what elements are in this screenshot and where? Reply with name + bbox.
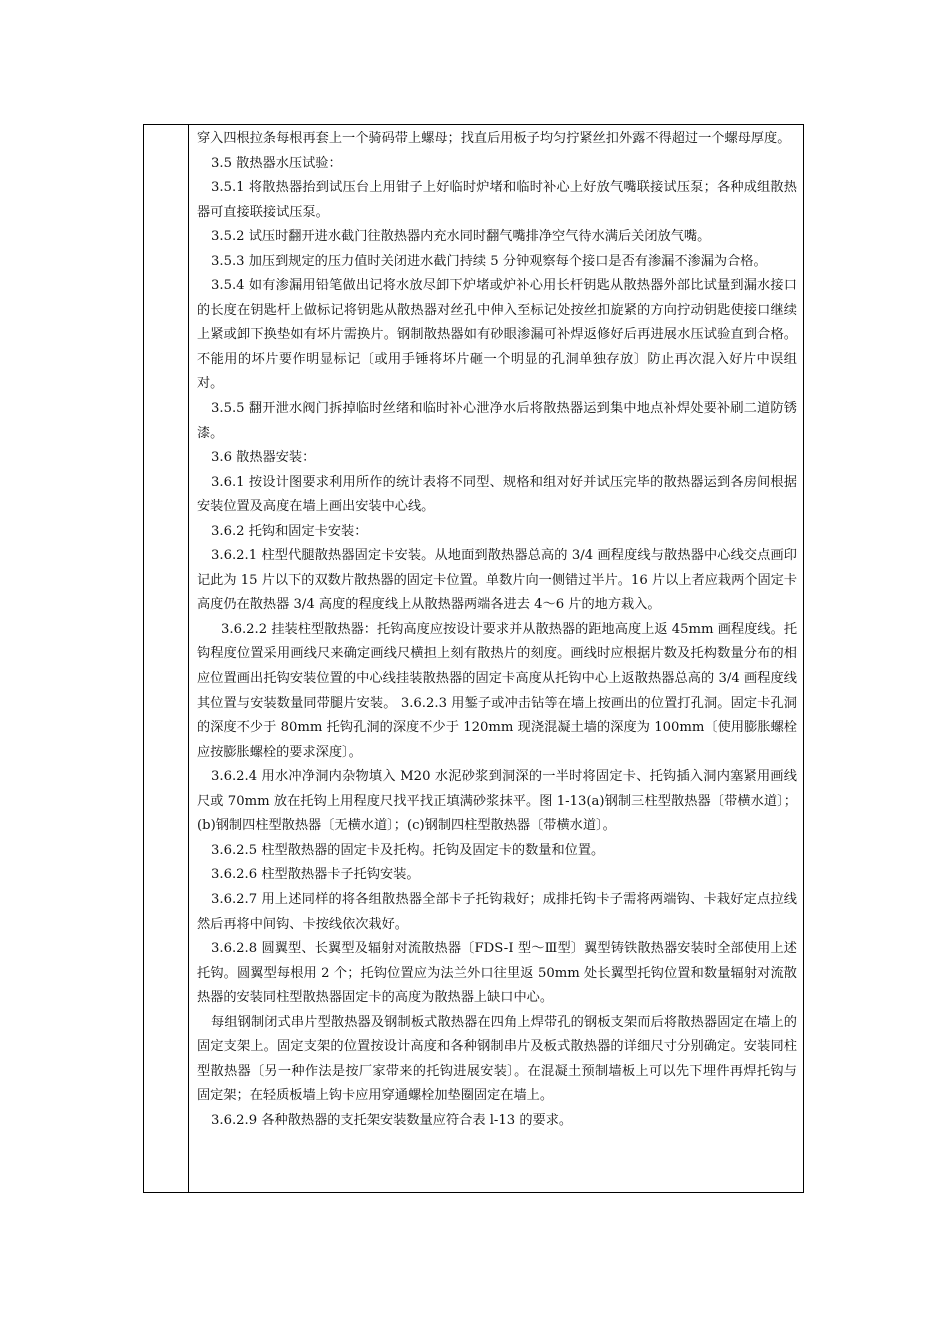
section-heading: 3.6.2 托钩和固定卡安装： — [211, 523, 368, 539]
paragraph: 3.6.1 按设计图要求利用所作的统计表将不同型、规格和组对好并试压完毕的散热器运到各房间根据安装位置及高度在墙上画出安装中心线。 — [197, 474, 797, 515]
paragraph: 3.6.2.6 柱型散热器卡子托钩安装。 — [211, 867, 420, 883]
paragraph: 3.6.2.4 用水冲净洞内杂物填入 M20 水泥砂浆到洞深的一半时将固定卡、托钩插入洞内塞紧用画线尺或 70mm 放在托钩上用程度尺找平找正填满砂浆抹平。图 1-13(a)钢制三柱型散热器〔带横水道〕；(b)钢制四柱型散热器〔无横水道〕；(c)钢制四柱型散热器〔带横水道〕。 — [197, 769, 797, 834]
paragraph: 3.6.2.5 柱型散热器的固定卡及托构。托钩及固定卡的数量和位置。 — [211, 842, 605, 858]
paragraph: 3.6.2.8 圆翼型、长翼型及辐射对流散热器〔FDS-Ⅰ 型～Ⅲ型〕翼型铸铁散热器安装时全部使用上述托钩。圆翼型每根用 2 个；托钩位置应为法兰外口往里返 50mm 处长翼型托钩位置和数量辐射对流散热器的安装同柱型散热器固定卡的高度为散热器上缺口中心。 — [197, 941, 797, 1006]
paragraph: 3.5.2 试压时翻开进水截门往散热器内充水同时翻气嘴排净空气待水满后关闭放气嘴。 — [211, 229, 711, 245]
section-heading: 3.5 散热器水压试验： — [211, 155, 342, 171]
paragraph: 3.6.2.2 挂装柱型散热器：托钩高度应按设计要求并从散热器的距地高度上返 45mm 画程度线。托钩程度位置采用画线尺来确定画线尺横担上刻有散热片的刻度。画线时应根据片数及托构数量分布的相应位置画出托钩安装位置的中心线挂装散热器的固定卡高度从托钩中心上返散热器总高的 3/4 画程度线其位置与安装数量同带腿片安装。 3.6.2.3 用錾子或冲击钻等在墙上按画出的位置打孔洞。固定卡孔洞的深度不少于 80mm 托钩孔洞的深度不少于 120mm 现浇混凝土墙的深度为 100mm〔使用膨胀螺栓应按膨胀螺栓的要求深度〕。 — [197, 621, 797, 760]
table-left-column — [144, 125, 189, 1192]
paragraph: 3.5.1 将散热器抬到试压台上用钳子上好临时炉堵和临时补心上好放气嘴联接试压泵；各种成组散热器可直接联接试压泵。 — [197, 180, 797, 220]
paragraph: 3.5.5 翻开泄水阀门拆掉临时丝绪和临时补心泄净水后将散热器运到集中地点补焊处要补刷二道防锈漆。 — [197, 401, 797, 441]
content-table — [143, 124, 804, 1193]
paragraph: 3.6.2.1 柱型代腿散热器固定卡安装。从地面到散热器总高的 3/4 画程度线与散热器中心线交点画印记此为 15 片以下的双数片散热器的固定卡位置。单数片向一侧错过半片。16 片以上者应栽两个固定卡高度仍在散热器 3/4 高度的程度线上从散热器两端各进去 4～6 片的地方栽入。 — [197, 548, 798, 613]
paragraph: 穿入四根拉条每根再套上一个骑码带上螺母；找直后用板子均匀拧紧丝扣外露不得超过一个螺母厚度。 — [197, 131, 791, 146]
paragraph: 每组钢制闭式串片型散热器及钢制板式散热器在四角上焊带孔的钢板支架而后将散热器固定在墙上的固定支架上。固定支架的位置按设计高度和各种钢制串片及板式散热器的详细尺寸分别确定。安装同柱型散热器〔另一种作法是按厂家带来的托钩进展安装〕。在混凝土预制墙板上可以先下埋件再焊托钩与固定架；在轻质板墙上钩卡应用穿通螺栓加垫圈固定在墙上。 — [197, 1014, 797, 1104]
paragraph: 3.6.2.7 用上述同样的将各组散热器全部卡子托钩栽好；成排托钩卡子需将两端钩、卡栽好定点拉线然后再将中间钩、卡按线依次栽好。 — [197, 891, 797, 932]
section-heading: 3.6 散热器安装： — [211, 450, 316, 466]
paragraph: 3.5.3 加压到规定的压力值时关闭进水截门持续 5 分钟观察每个接口是否有渗漏不渗漏为合格。 — [211, 253, 767, 269]
table-content-cell — [197, 127, 797, 1133]
paragraph: 3.5.4 如有渗漏用铅笔做出记将水放尽卸下炉堵或炉补心用长杆钥匙从散热器外部比试量到漏水接口的长度在钥匙杆上做标记将钥匙从散热器对丝孔中伸入至标记处按丝扣旋紧的方向拧动钥匙使接口继续上紧或卸下换垫如有坏片需换片。钢制散热器如有砂眼渗漏可补焊返修好后再进展水压试验直到合格。不能用的坏片要作明显标记〔或用手锤将坏片砸一个明显的孔洞单独存放〕防止再次混入好片中误组对。 — [197, 278, 797, 392]
paragraph: 3.6.2.9 各种散热器的支托架安装数量应符合表 l-13 的要求。 — [211, 1112, 573, 1128]
